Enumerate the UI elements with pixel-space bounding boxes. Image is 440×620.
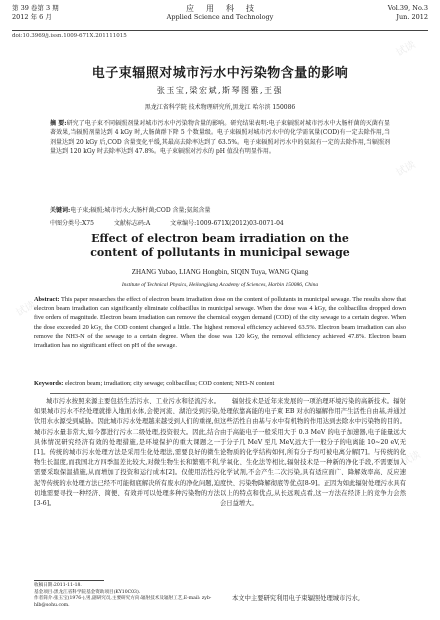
watermark: 试读: [394, 39, 418, 59]
issue-date: 2012 年 6 月: [12, 13, 52, 21]
en-authors: ZHANG Yubao, LIANG Hongbin, SIQIN Tuya, WANG Qiang: [131, 268, 309, 276]
footnote-rule: [34, 580, 104, 581]
en-abstract-label: Abstract:: [34, 296, 60, 303]
en-keywords: [34, 380, 406, 387]
classification-line: [50, 218, 390, 227]
footnote-received: 收稿日期:2011-11-18.: [34, 583, 82, 588]
watermark: 试读: [394, 159, 418, 179]
en-title: [0, 232, 440, 260]
journal-name-cn: 应用科技: [186, 4, 266, 13]
watermark: 试读: [399, 449, 423, 469]
cn-abstract-text: 研究了电子束不同辐照剂量对城市污水中污染物含量的影响。研究结果表明:电子束辐照对城市污水中大肠杆菌的灭菌有显著效果,当辐照剂量达到 4 kGy 时,大肠菌群下降 5 个数量级。电子束辐照对城市污水中的化学需氧量(COD)有一定去除作用,当剂量达到 20 kGy 后,COD 含量变化平缓,其最高去除率达到了 63.5%。电子束辐照对污水中的氨氮有一定的去除作用,当辐照剂量达到 120 kGy 时去除率达到 47.8%。电子束辐照对污水的 pH 值没有明显作用。: [50, 120, 390, 156]
en-keywords-text: electron beam; irradiation; city sewage; colibacillus; COD content; NH3-N content: [64, 380, 275, 387]
en-title-line-2: content of pollutants in municipal sewage: [90, 246, 350, 259]
body-column-right: 辐射技术是近年来发展的一项治理环境污染的高新技术。辐射处理依靠高能的电子束 EB 对水的辐解作用产生活性自由基,并通过这些活性自由基与水中有机物的作用达到去除水中污染物的目的。由于高能电子一般采用大于 0.3 MeV 的电子加速器,电子能量远大于分子几 MeV 至几 MeV,远大于一般分子的电离能 10~20 eV,无论物质的化学结构如何,所有分子均可被电离分解[7]。与传统的化学氧化、生化法等相比,辐射技术是一种新的净化手段,不需要加入化学试剂,不会产生二次污染,具有适应面广、降解效率高、反应速度快、污染物降解彻底等优点[8-9]。正因为如此辐射处理污水具有以上的特点和优点,从长远观点看,这一方法在经济上的竞争力会然会日益增大。: [220, 398, 406, 508]
class-number: 中图分类号:X75: [50, 220, 94, 227]
body-tail: 本文中主要研究利用电子束辐照处理城市污水,: [232, 595, 360, 602]
cn-authors: 张玉宝,梁宏斌,斯琴图雅,王强: [156, 86, 284, 95]
journal-name-en: Applied Science and Technology: [166, 13, 274, 21]
footnote: [34, 583, 214, 609]
cn-keywords-text: 电子束;辐照;城市污水;大肠杆菌;COD 含量;氨氮含量: [70, 207, 211, 214]
header-center: [12, 4, 428, 22]
body-column-left: 城市污水按照来源主要包括生活污水、工业污水和径流污水。如果城市污水不经处理就排入地面水体,会使河流、湖泊受到污染,饮用水水源受到威胁。因此城市污水处理越来越受到人们的重视,但城市污水量非常大,如今都进行污水二级处理,投资很大。因此,结合具体情况研究经济有效的处理措施,是环境保护的重大课题之一[1]。传统的城市污水处理方法是采用生化处理法,需要良好的微生物生长温度,而我国北方四季温差比较大,对微生物生长和繁殖不利,需要采取保温措施,从而增加了投资和运行成本[2]。仅使用活性污泥等传统的水处理方法已经不可能彻底解决所有废水的净化问题,迫切地需要寻找一种经济、简便、有效并可以处理多种污染物的方法[3-6]。: [34, 398, 220, 508]
doi[interactable]: doi:10.3969/j.issn.1009-671X.201111015: [12, 33, 127, 39]
footnote-author: 作者简介:张玉宝(1976-),男,副研究员,主要研究方向:辐射技术及辐射工艺,E-mail: zyb-hlb@sohu.com.: [34, 596, 212, 608]
section-divider: [50, 393, 390, 394]
running-header: [12, 4, 428, 31]
cn-abstract-label: 摘 要:: [50, 120, 67, 127]
header-right: [388, 4, 428, 22]
cn-keywords-label: 关键词:: [50, 207, 71, 214]
article-number: 文章编号:1009-671X(2012)03-0071-04: [170, 220, 284, 227]
en-abstract-text: This paper researches the effect of electron beam irradiation dose on the content of pollutants in municipal sewage. The results show that electron beam irradiation can significantly eliminate colibacillus in municipal sewage. When the dose was 4 kGy, the colibacillus dropped down five orders of magnitude. Electron beam irradiation can remove the chemical oxygen demand (COD) of the city sewage to a certain degree. When the dose exceeded 20 kGy, the COD content changed a little. The highest removal efficiency achieved 63.5%. Electron beam irradiation can also remove the NH3-N of the sewage to a certain degree. When the dose was 120 kGy, the removal efficiency achieved 47.8%. Electron beam irradiation has no significant effect on pH of the sewage.: [34, 296, 406, 350]
cn-abstract: [50, 119, 390, 157]
en-abstract: [34, 295, 406, 350]
cn-keywords: [50, 205, 390, 214]
en-affiliation: Institute of Technical Physics, Heilongjiang Academy of Sciences, Harbin 150086, China: [121, 282, 319, 288]
volume-issue-en: Vol.39, No.3: [387, 4, 428, 12]
cn-title: 电子束辐照对城市污水中污染物含量的影响: [91, 66, 349, 81]
document-code: 文献标志码:A: [113, 220, 151, 227]
issue-date-en: Jun. 2012: [396, 13, 428, 21]
volume-issue: 第 39 卷第 3 期: [12, 4, 59, 12]
en-title-line-1: Effect of electron beam irradiation on the: [91, 232, 349, 245]
cn-affiliation: 黑龙江省科学院 技术物理研究所,黑龙江 哈尔滨 150086: [144, 104, 296, 111]
footnote-fund: 基金项目:黑龙江省科学院基金资助项目(KY10C03).: [34, 589, 141, 595]
en-keywords-label: Keywords:: [34, 380, 64, 387]
watermark: 试读: [14, 299, 38, 319]
